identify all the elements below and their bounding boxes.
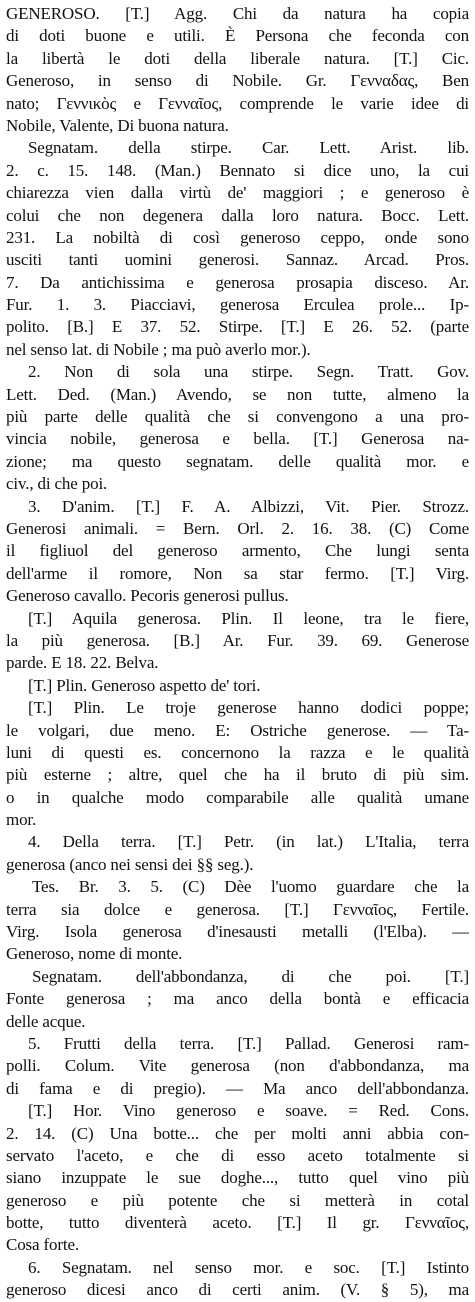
entry-line: Tes. Br. 3. 5. (C) Dèe l'uomo guardare che la [32,877,469,897]
entry-line: polli. Colum. Vite generosa (non d'abbondanza, ma [6,1056,469,1076]
entry-line: [T.] Plin. Generoso aspetto de' tori. [28,675,261,695]
entry-line: vincia nobile, generosa e bella. [T.] Generosa na- [6,429,469,449]
entry-line: generoso e più potente che si metterà in cotal [6,1190,469,1210]
section-3-heading: 3. D'anim. [T.] F. A. Albizzi, Vit. Pier. Strozz. [28,496,469,516]
section-4-heading: 4. Della terra. [T.] Petr. (in lat.) L'Italia, terra [28,832,469,852]
entry-line: delle acque. [6,1011,86,1031]
entry-line: Virg. Isola generosa d'inesausti metalli (l'Elba). — [6,922,469,942]
section-5-heading: 5. Frutti della terra. [T.] Pallad. Generosi ram- [28,1033,469,1053]
entry-line: zione; ma questo segnatam. delle qualità mor. e [6,451,469,471]
entry-line: Nobile, Valente, Di buona natura. [6,115,229,135]
entry-line: Generoso cavallo. Pecoris generosi pullus. [6,586,289,606]
entry-line: generoso dicesi anco di certi anim. (V. § 5), ma [6,1280,469,1300]
entry-line: più esterne ; altre, quel che ha il bruto di più sim. [6,765,469,785]
entry-line: Lett. Ded. (Man.) Avendo, se non tutte, almeno la [6,384,469,404]
entry-line: luni di questi es. concernono la razza e le qualità [6,742,469,762]
entry-line: siano inzuppate le sue doghe..., tutto quel vino più [6,1168,469,1188]
entry-line: terra sia dolce e generosa. [T.] Γενναῖος, Fertile. [6,899,469,919]
entry-line: chiarezza vien dalla virtù de' maggiori ; e generoso è [6,183,469,203]
entry-line: botte, tutto diventerà aceto. [T.] Il gr. Γενναῖος, [6,1213,469,1233]
entry-line: Generoso, nome di monte. [6,944,183,964]
entry-line: Segnatam. della stirpe. Car. Lett. Arist. lib. [28,138,469,158]
entry-line: di doti buone e utili. È Persona che feconda con [6,26,469,46]
entry-line: parde. E 18. 22. Belva. [6,653,159,673]
entry-line: o in qualche modo comparabile alle qualità umane [6,787,469,807]
entry-line: nato; Γεννικὸς e Γενναῖος, comprende le varie idee di [6,93,469,113]
entry-line: Fur. 1. 3. Piacciavi, generosa Erculea prole... Ip- [6,295,469,315]
entry-line: 231. La nobiltà di così generoso ceppo, onde sono [6,227,469,247]
entry-line: mor. [6,810,37,830]
entry-line: colui che non degenera dalla loro natura. Bocc. Lett. [6,205,469,225]
entry-line: Fonte generosa ; ma anco della bontà e efficacia [6,989,469,1009]
entry-line: Cosa forte. [6,1235,79,1255]
entry-line: 2. 14. (C) Una botte... che per molti anni abbia con- [6,1123,469,1143]
entry-line: servato l'aceto, e che di esso aceto totalmente si [6,1145,469,1165]
entry-line: di fama e di pregio). — Ma anco dell'abbondanza. [6,1078,469,1098]
entry-line: Generoso, in senso di Nobile. Gr. Γενναδας, Ben [6,71,469,91]
entry-line: Generosi animali. = Bern. Orl. 2. 16. 38. (C) Come [6,518,469,538]
entry-line: 2. c. 15. 148. (Man.) Bennato si dice uno, la cui [6,160,469,180]
section-6-heading: 6. Segnatam. nel senso mor. e soc. [T.] Istinto [28,1257,469,1277]
entry-line: nel senso lat. di Nobile ; ma può averlo mor.). [6,339,311,359]
entry-headword-line: GENEROSO. [T.] Agg. Chi da natura ha copia [6,4,469,23]
entry-line: Segnatam. dell'abbondanza, di che poi. [T.] [32,966,469,986]
entry-line: generosa (anco nei sensi dei §§ seg.). [6,854,254,874]
entry-line: le volgari, due meno. E: Ostriche generose. — Ta- [6,720,469,740]
entry-line: 7. Da antichissima e generosa prosapia disceso. Ar. [6,272,469,292]
entry-line: la libertà le doti della liberale natura. [T.] Cic. [6,48,469,68]
entry-line: più parte delle qualità che si convengono a una pro- [6,407,469,427]
entry-line: dell'arme il romore, Non sa star fermo. [T.] Virg. [6,563,469,583]
entry-line: [T.] Hor. Vino generoso e soave. = Red. Cons. [28,1101,469,1121]
entry-line: [T.] Plin. Le troje generose hanno dodici poppe; [28,698,469,718]
entry-line: il figliuol del generoso armento, Che lungi senta [6,541,469,561]
entry-line: polito. [B.] E 37. 52. Stirpe. [T.] E 26. 52. (parte [6,317,469,337]
entry-line: usciti tanti uomini generosi. Sannaz. Arcad. Pros. [6,250,469,270]
entry-line: [T.] Aquila generosa. Plin. Il leone, tra le fiere, [28,608,469,628]
entry-line: la più generosa. [B.] Ar. Fur. 39. 69. Generose [6,630,469,650]
entry-line: civ., di che poi. [6,474,108,494]
section-2-heading: 2. Non di sola una stirpe. Segn. Tratt. Gov. [28,362,469,382]
